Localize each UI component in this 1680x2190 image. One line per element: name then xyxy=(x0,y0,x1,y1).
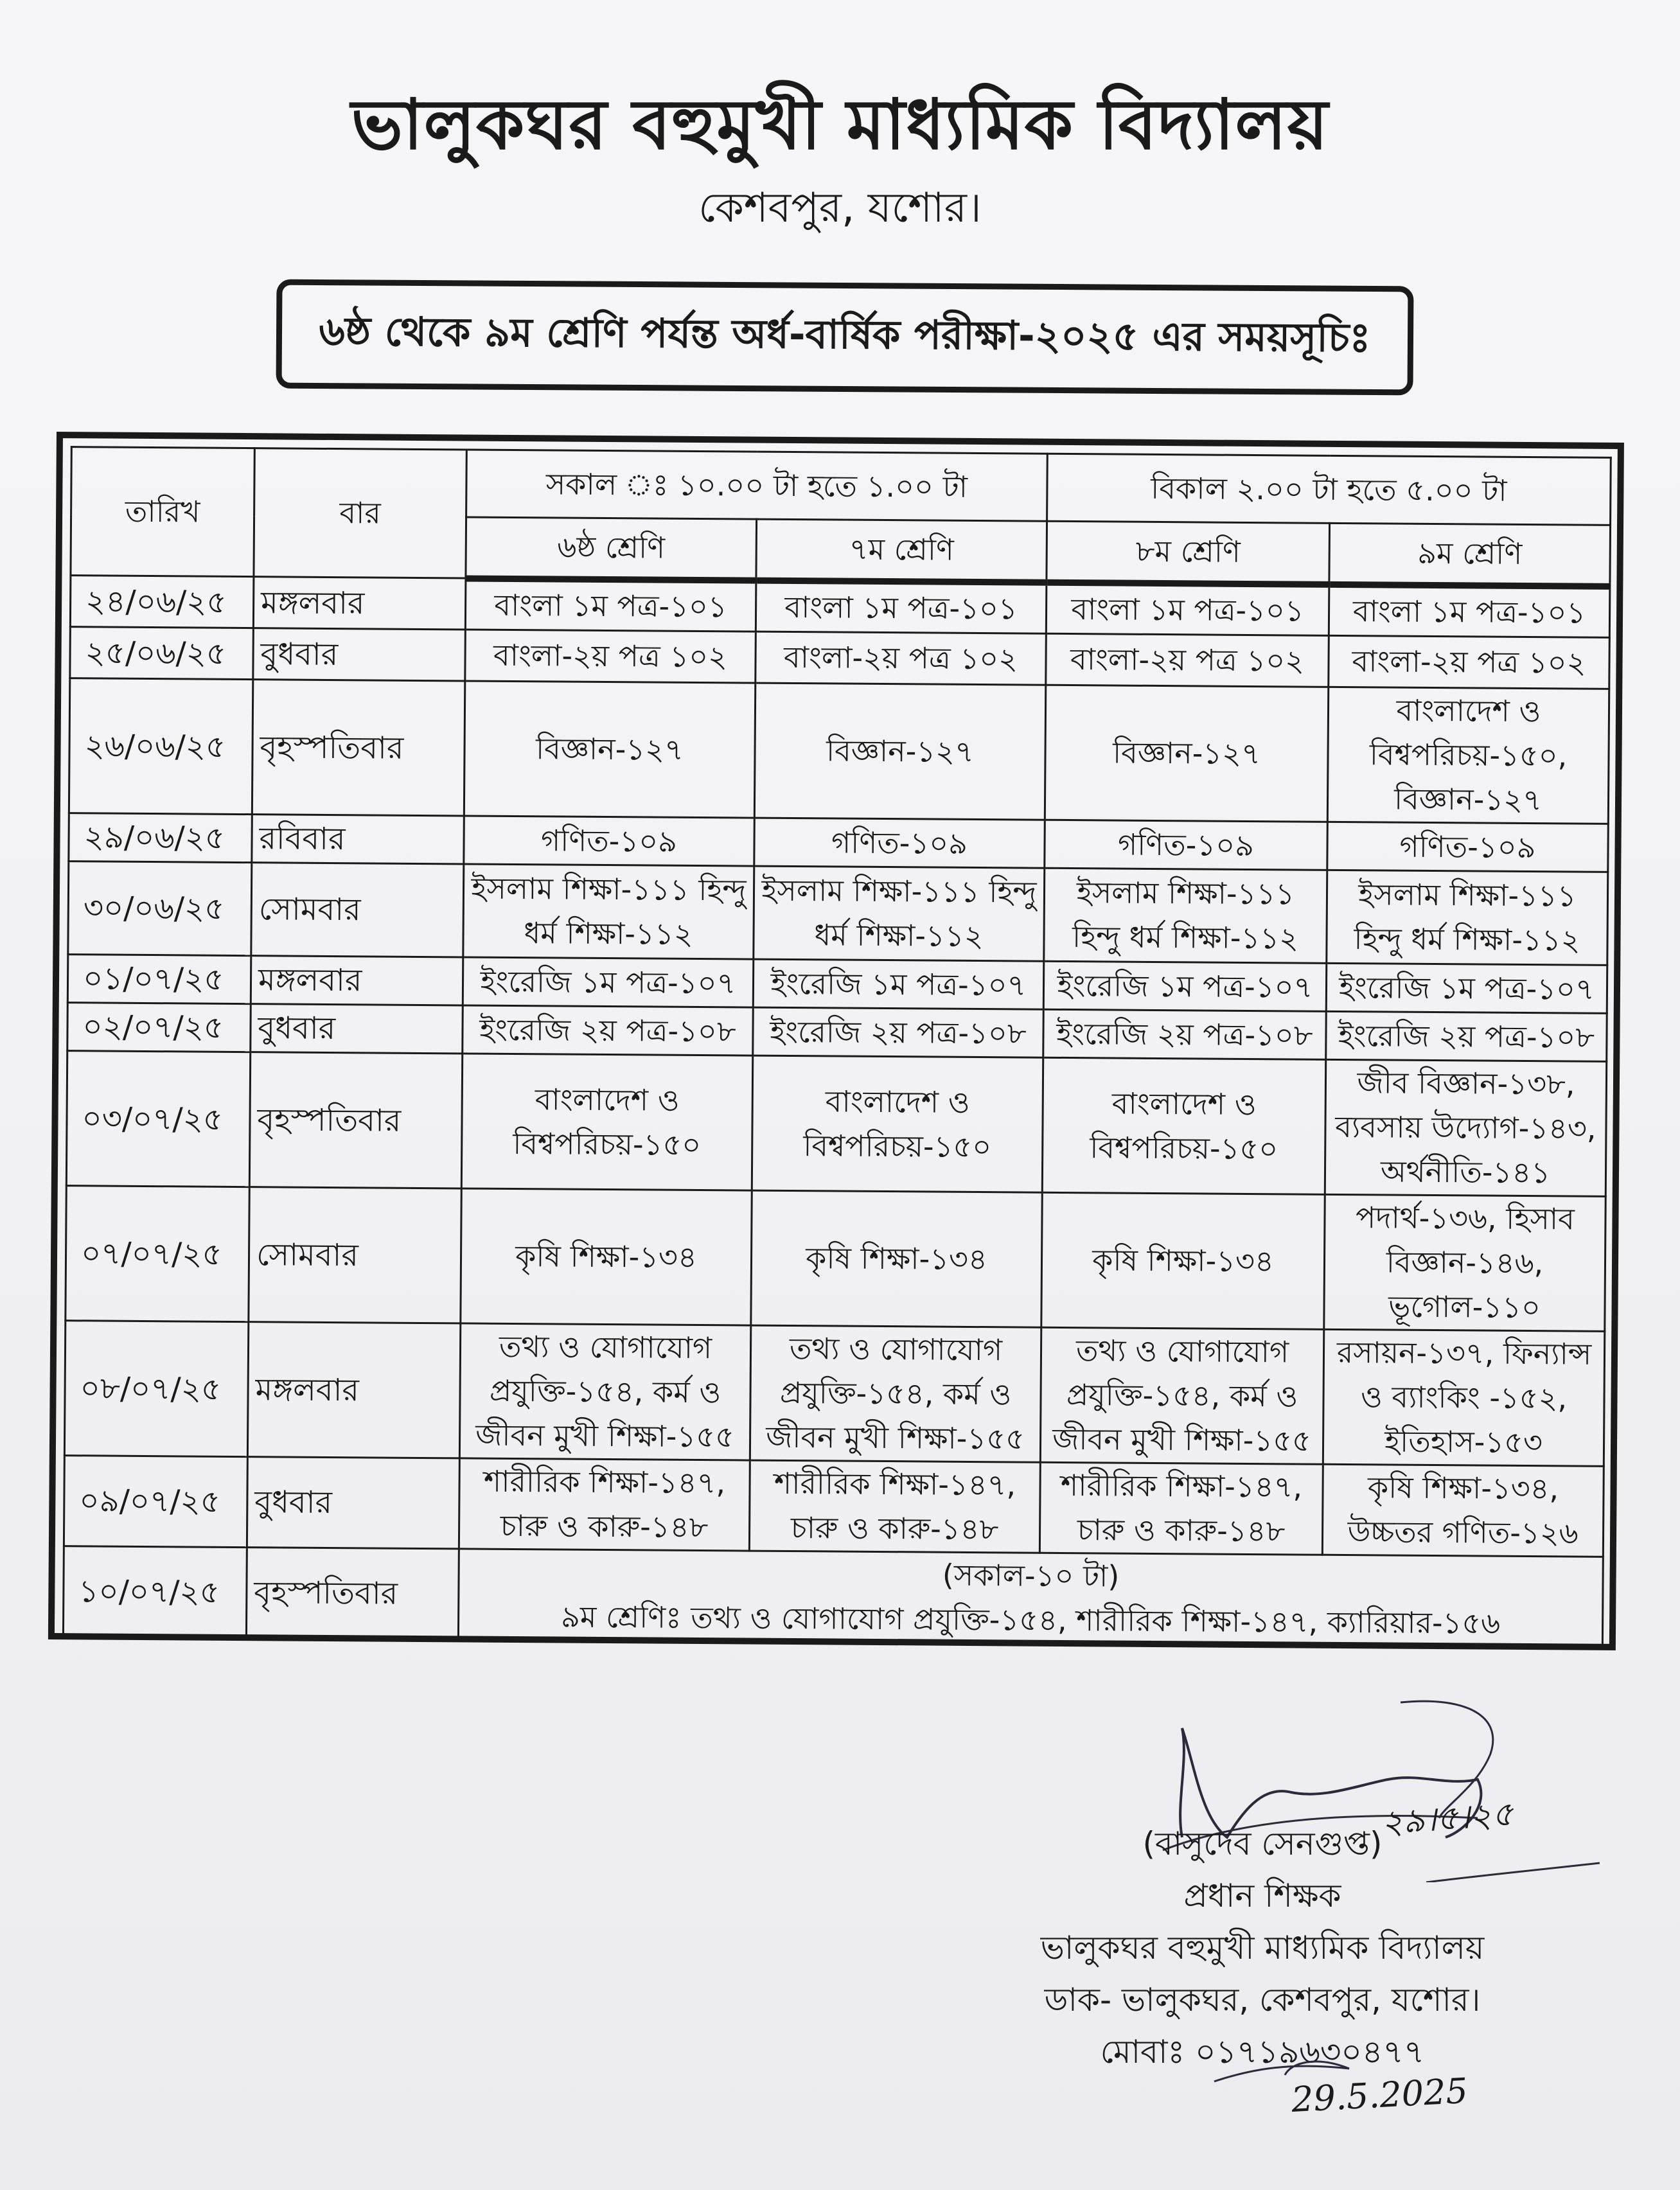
table-row xyxy=(66,1186,1605,1332)
schedule-table-frame xyxy=(48,432,1624,1650)
row-cell: শারীরিক শিক্ষা-১৪৭, চারু ও কারু-১৪৮ xyxy=(459,1458,750,1551)
signer-mobile: মোবাঃ ০১৭১৯৬৩০৪৭৭ xyxy=(1100,2033,1425,2071)
row-cell: ইসলাম শিক্ষা-১১১ হিন্দু ধর্ম শিক্ষা-১১২ xyxy=(1327,870,1608,965)
row-cell: তথ্য ও যোগাযোগ প্রযুক্তি-১৫৪, কর্ম ও জীবন মুখী শিক্ষা-১৫৫ xyxy=(459,1323,750,1460)
row-date: ০৮/০৭/২৫ xyxy=(64,1321,248,1457)
signature-initial-date: ২৯।৫।২৫ xyxy=(1379,1794,1515,1843)
schedule-title-box xyxy=(276,279,1413,396)
row-cell: কৃষি শিক্ষা-১৩৪ xyxy=(1041,1192,1325,1329)
row-cell: বাংলা-২য় পত্র ১০২ xyxy=(756,631,1047,685)
header-class-7: ৭ম শ্রেণি xyxy=(756,519,1047,582)
row-cell: ইংরেজি ২য় পত্র-১০৮ xyxy=(753,1007,1044,1057)
row-cell: ইসলাম শিক্ষা-১১১ হিন্দু ধর্ম শিক্ষা-১১২ xyxy=(463,864,754,959)
row-cell: ইংরেজি ১ম পত্র-১০৭ xyxy=(1326,963,1607,1013)
row-day: বুধবার xyxy=(253,628,466,681)
header-date: তারিখ xyxy=(71,447,254,577)
row-date: ২৪/০৬/২৫ xyxy=(70,576,254,628)
row-day: বুধবার xyxy=(251,1004,463,1054)
row-cell: ইংরেজি ১ম পত্র-১০৭ xyxy=(1043,961,1327,1011)
row-cell: বাংলাদেশ ও বিশ্বপরিচয়-১৫০ xyxy=(752,1055,1043,1192)
signer-designation: প্রধান শিক্ষক xyxy=(1183,1877,1341,1914)
row-day: মঙ্গলবার xyxy=(247,1322,460,1458)
row-cell: ইংরেজি ২য় পত্র-১০৮ xyxy=(1326,1011,1607,1061)
signer-school: ভালুকঘর বহুমুখী মাধ্যমিক বিদ্যালয় xyxy=(1040,1929,1485,1966)
row-date: ০১/০৭/২৫ xyxy=(67,955,251,1004)
row-cell: বিজ্ঞান-১২৭ xyxy=(1045,685,1328,822)
row-cell: ইংরেজি ২য় পত্র-১০৮ xyxy=(1043,1009,1327,1059)
header-class-9: ৯ম শ্রেণি xyxy=(1329,523,1611,586)
row-day: বৃহস্পতিবার xyxy=(246,1548,459,1639)
table-row-final xyxy=(63,1546,1603,1648)
row-cell: কৃষি শিক্ষা-১৩৪, উচ্চতর গণিত-১২৬ xyxy=(1322,1464,1604,1557)
header-class-8: ৮ম শ্রেণি xyxy=(1047,521,1330,584)
row-date: ২৫/০৬/২৫ xyxy=(70,627,254,680)
school-name: ভালুকঘর বহুমুখী মাধ্যমিক বিদ্যালয় xyxy=(351,85,1329,165)
header-morning-shift: সকাল ঃ ১০.০০ টা হতে ১.০০ টা xyxy=(466,450,1048,521)
row-day: মঙ্গলবার xyxy=(251,956,463,1005)
row-cell: বাংলাদেশ ও বিশ্বপরিচয়-১৫০ xyxy=(1042,1057,1325,1194)
table-row xyxy=(69,678,1609,824)
row-cell: গণিত-১০৯ xyxy=(464,816,755,866)
row-cell: ইংরেজি ১ম পত্র-১০৭ xyxy=(463,957,754,1007)
row-cell: ইসলাম শিক্ষা-১১১ হিন্দু ধর্ম শিক্ষা-১১২ xyxy=(754,866,1045,961)
row-day: রবিবার xyxy=(252,815,464,864)
school-address: কেশবপুর, যশোর। xyxy=(698,184,982,232)
row-cell: বাংলাদেশ ও বিশ্বপরিচয়-১৫০ xyxy=(461,1054,752,1190)
row-cell: গণিত-১০৯ xyxy=(1045,820,1328,870)
row-cell: কৃষি শিক্ষা-১৩৪ xyxy=(461,1188,752,1325)
row-date: ০৭/০৭/২৫ xyxy=(66,1186,249,1322)
table-row xyxy=(66,1051,1606,1197)
row-day: বৃহস্পতিবার xyxy=(252,680,464,816)
row-cell: বাংলাদেশ ও বিশ্বপরিচয়-১৫০, বিজ্ঞান-১২৭ xyxy=(1327,687,1609,824)
row-day: মঙ্গলবার xyxy=(253,577,466,630)
table-row xyxy=(68,861,1608,966)
row-cell: পদার্থ-১৩৬, হিসাব বিজ্ঞান-১৪৬, ভূগোল-১১০ xyxy=(1324,1194,1605,1331)
row-cell: বাংলা-২য় পত্র ১০২ xyxy=(1329,635,1610,689)
row-day: বৃহস্পতিবার xyxy=(249,1052,462,1188)
schedule-table xyxy=(62,446,1612,1648)
final-row-time: (সকাল-১০ টা) xyxy=(942,1557,1120,1594)
row-cell: বিজ্ঞান-১২৭ xyxy=(464,681,755,818)
final-row-subjects: ৯ম শ্রেণিঃ তথ্য ও যোগাযোগ প্রযুক্তি-১৫৪, শারীরিক শিক্ষা-১৪৭, ক্যারিয়ার-১৫৬ xyxy=(560,1599,1501,1641)
row-cell: ইংরেজি ১ম পত্র-১০৭ xyxy=(753,959,1044,1009)
signer-post: ডাক- ভালুকঘর, কেশবপুর, যশোর। xyxy=(1044,1981,1481,2018)
row-date: ০৩/০৭/২৫ xyxy=(66,1051,250,1187)
header-row-shift xyxy=(71,447,1611,525)
row-cell: বাংলা-২য় পত্র ১০২ xyxy=(465,630,756,683)
row-cell: রসায়ন-১৩৭, ফিন্যান্স ও ব্যাংকিং -১৫২, ইতিহাস-১৫৩ xyxy=(1323,1329,1604,1466)
row-date: ২৯/০৬/২৫ xyxy=(69,813,252,863)
row-date: ২৬/০৬/২৫ xyxy=(69,678,252,815)
row-date: ১০/০৭/২৫ xyxy=(63,1546,247,1638)
header-class-6: ৬ষ্ঠ শ্রেণি xyxy=(466,517,757,580)
row-date: ০৯/০৭/২৫ xyxy=(64,1456,247,1548)
row-cell: বাংলা-২য় পত্র ১০২ xyxy=(1046,633,1329,687)
signer-name: (বাসুদেব সেনগুপ্ত) xyxy=(1142,1825,1383,1862)
row-cell: বাংলা ১ম পত্র-১০১ xyxy=(1046,582,1329,635)
row-cell: কৃষি শিক্ষা-১৩৪ xyxy=(751,1190,1042,1327)
row-cell: বাংলা ১ম পত্র-১০১ xyxy=(756,580,1047,633)
row-cell: জীব বিজ্ঞান-১৩৮, ব্যবসায় উদ্যোগ-১৪৩, অর্থনীতি-১৪১ xyxy=(1325,1059,1606,1196)
row-cell: গণিত-১০৯ xyxy=(754,818,1045,868)
row-date: ০২/০৭/২৫ xyxy=(67,1003,251,1052)
row-date: ৩০/০৬/২৫ xyxy=(68,861,252,956)
row-cell: বাংলা ১ম পত্র-১০১ xyxy=(465,578,756,631)
final-row-cell xyxy=(458,1549,1603,1647)
row-cell: বাংলা ১ম পত্র-১০১ xyxy=(1329,584,1610,637)
table-row xyxy=(64,1321,1604,1467)
row-day: সোমবার xyxy=(251,863,464,957)
row-day: বুধবার xyxy=(247,1457,459,1549)
row-cell: তথ্য ও যোগাযোগ প্রযুক্তি-১৫৪, কর্ম ও জীবন মুখী শিক্ষা-১৫৫ xyxy=(1040,1327,1323,1464)
header-day: বার xyxy=(254,448,466,578)
row-cell: শারীরিক শিক্ষা-১৪৭, চারু ও কারু-১৪৮ xyxy=(1039,1462,1323,1555)
row-day: সোমবার xyxy=(249,1187,461,1323)
row-cell: তথ্য ও যোগাযোগ প্রযুক্তি-১৫৪, কর্ম ও জীবন মুখী শিক্ষা-১৫৫ xyxy=(750,1325,1041,1462)
table-row xyxy=(64,1456,1604,1557)
row-cell: গণিত-১০৯ xyxy=(1327,822,1609,872)
row-cell: ইসলাম শিক্ষা-১১১ হিন্দু ধর্ম শিক্ষা-১১২ xyxy=(1044,868,1327,963)
row-cell: বিজ্ঞান-১২৭ xyxy=(754,683,1045,820)
signed-date: 29.5.2025 xyxy=(1290,2070,1469,2121)
schedule-title: ৬ষ্ঠ থেকে ৯ম শ্রেণি পর্যন্ত অর্ধ-বার্ষিক পরীক্ষা-২০২৫ এর সময়সূচিঃ xyxy=(319,307,1371,361)
row-cell: শারীরিক শিক্ষা-১৪৭, চারু ও কারু-১৪৮ xyxy=(749,1460,1040,1553)
row-cell: ইংরেজি ২য় পত্র-১০৮ xyxy=(463,1005,754,1055)
header-afternoon-shift: বিকাল ২.০০ টা হতে ৫.০০ টা xyxy=(1047,454,1611,525)
